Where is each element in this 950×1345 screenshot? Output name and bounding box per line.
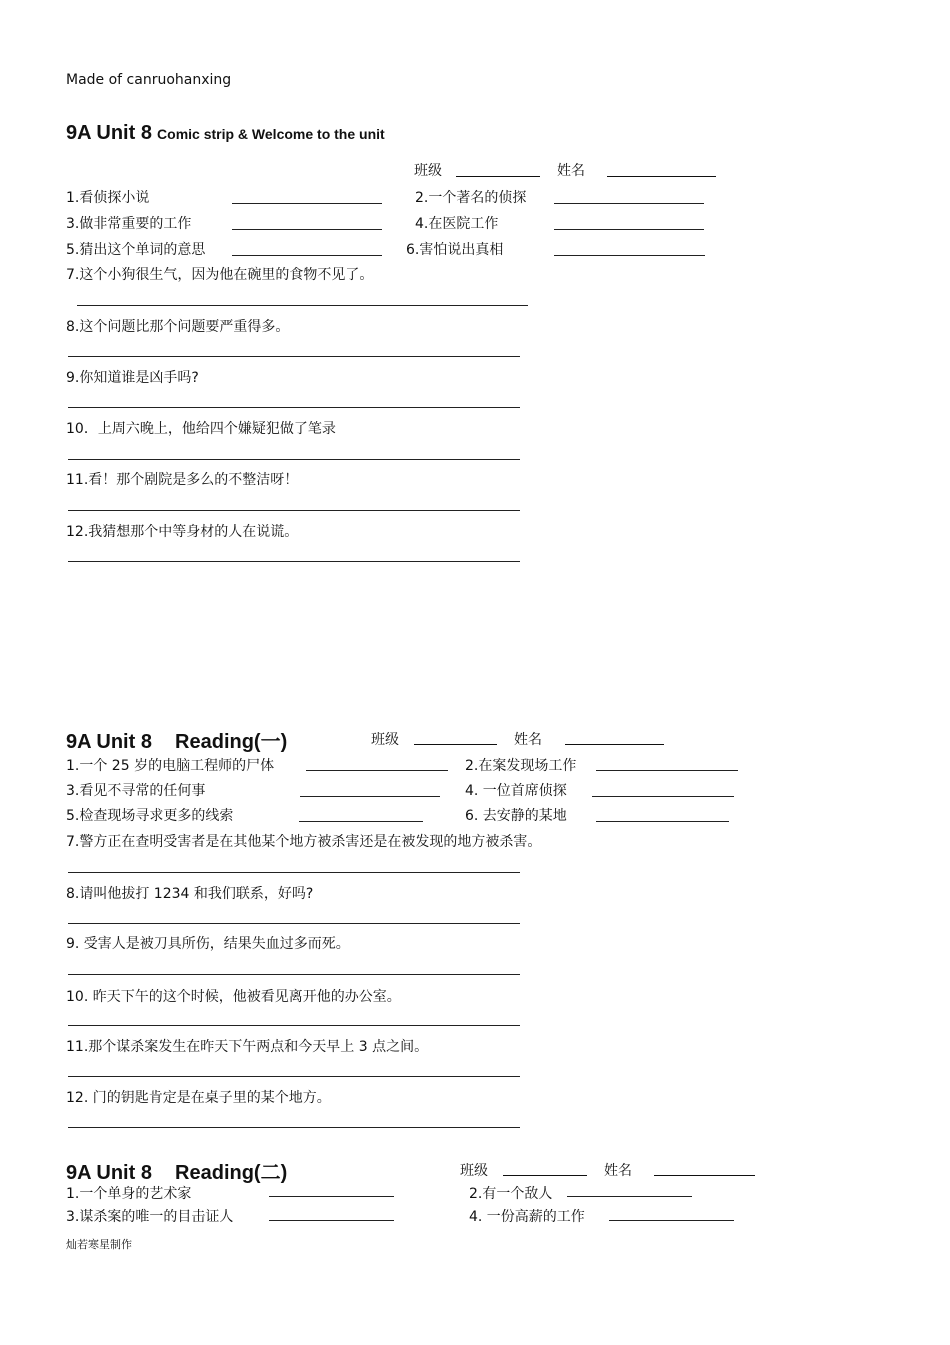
s2-sentence-10-answer-line[interactable] — [68, 1025, 520, 1026]
s1-item-3: 3.做非常重要的工作 — [66, 216, 192, 232]
s1-sentence-12: 12.我猜想那个中等身材的人在说谎。 — [66, 524, 299, 540]
section3-name-label: 姓名 — [604, 1163, 632, 1179]
s2-sentence-9: 9. 受害人是被刀具所伤，结果失血过多而死。 — [66, 936, 350, 952]
section3-title-main: 9A Unit 8 — [66, 1162, 152, 1184]
s1-item-6-blank[interactable] — [554, 255, 705, 256]
s2-sentence-12-answer-line[interactable] — [68, 1127, 520, 1128]
section3-class-label: 班级 — [460, 1163, 488, 1179]
section2-name-label: 姓名 — [514, 732, 542, 748]
s2-item-2: 2.在案发现场工作 — [465, 758, 577, 774]
s3-item-3: 3.谋杀案的唯一的目击证人 — [66, 1209, 234, 1225]
section2-name-blank[interactable] — [565, 744, 664, 745]
s1-sentence-9-answer-line[interactable] — [68, 407, 520, 408]
section1-class-label: 班级 — [414, 163, 442, 179]
s2-sentence-10: 10. 昨天下午的这个时候，他被看见离开他的办公室。 — [66, 989, 401, 1005]
s1-sentence-11-answer-line[interactable] — [68, 510, 520, 511]
section2-title-sub: Reading(一) — [175, 731, 288, 753]
s1-sentence-7-answer-line[interactable] — [77, 305, 528, 306]
s2-item-4-blank[interactable] — [592, 796, 734, 797]
s1-sentence-12-answer-line[interactable] — [68, 561, 520, 562]
section2-title-main: 9A Unit 8 — [66, 731, 152, 753]
s3-item-2-blank[interactable] — [567, 1196, 692, 1197]
s1-item-2: 2.一个著名的侦探 — [415, 190, 527, 206]
s3-item-2: 2.有一个敌人 — [469, 1186, 553, 1202]
section1-class-blank[interactable] — [456, 176, 540, 177]
s2-item-6-blank[interactable] — [596, 821, 729, 822]
s1-sentence-8: 8.这个问题比那个问题要严重得多。 — [66, 319, 290, 335]
s1-item-4: 4.在医院工作 — [415, 216, 499, 232]
s1-item-1-blank[interactable] — [232, 203, 382, 204]
section1-name-blank[interactable] — [607, 176, 716, 177]
s2-sentence-11: 11.那个谋杀案发生在昨天下午两点和今天早上 3 点之间。 — [66, 1039, 429, 1055]
header-note: Made of canruohanxing — [66, 72, 232, 88]
s2-item-5-blank[interactable] — [299, 821, 423, 822]
s2-sentence-11-answer-line[interactable] — [68, 1076, 520, 1077]
section2-class-blank[interactable] — [414, 744, 497, 745]
s1-item-1: 1.看侦探小说 — [66, 190, 150, 206]
s3-item-3-blank[interactable] — [269, 1220, 394, 1221]
s2-item-6: 6. 去安静的某地 — [465, 808, 567, 824]
s1-sentence-10: 10．上周六晚上，他给四个嫌疑犯做了笔录 — [66, 421, 336, 437]
section2-title — [66, 725, 287, 754]
section1-title-main: 9A Unit 8 — [66, 122, 152, 144]
s2-sentence-12: 12. 门的钥匙肯定是在桌子里的某个地方。 — [66, 1090, 331, 1106]
s1-sentence-8-answer-line[interactable] — [68, 356, 520, 357]
section3-title-sub: Reading(二) — [175, 1162, 288, 1184]
s2-sentence-9-answer-line[interactable] — [68, 974, 520, 975]
s1-sentence-9: 9.你知道谁是凶手吗? — [66, 370, 199, 386]
section1-title — [66, 122, 385, 145]
s1-item-2-blank[interactable] — [554, 203, 704, 204]
s3-item-4-blank[interactable] — [609, 1220, 734, 1221]
s1-sentence-7: 7.这个小狗很生气，因为他在碗里的食物不见了。 — [66, 267, 374, 283]
s1-item-6: 6.害怕说出真相 — [406, 242, 504, 258]
s1-item-3-blank[interactable] — [232, 229, 382, 230]
s3-item-1-blank[interactable] — [269, 1196, 394, 1197]
section1-name-label: 姓名 — [557, 163, 585, 179]
section3-name-blank[interactable] — [654, 1175, 755, 1176]
s2-item-5: 5.检查现场寻求更多的线索 — [66, 808, 234, 824]
s2-item-1: 1.一个 25 岁的电脑工程师的尸体 — [66, 758, 275, 774]
s2-item-3-blank[interactable] — [300, 796, 440, 797]
s3-item-4: 4. 一份高薪的工作 — [469, 1209, 585, 1225]
s2-item-2-blank[interactable] — [596, 770, 738, 771]
s2-item-4: 4. 一位首席侦探 — [465, 783, 567, 799]
footer-note: 灿若寒星制作 — [66, 1238, 132, 1251]
section3-title — [66, 1156, 287, 1185]
section2-class-label: 班级 — [371, 732, 399, 748]
s1-item-5: 5.猜出这个单词的意思 — [66, 242, 206, 258]
s1-sentence-10-answer-line[interactable] — [68, 459, 520, 460]
s2-item-1-blank[interactable] — [306, 770, 448, 771]
s3-item-1: 1.一个单身的艺术家 — [66, 1186, 192, 1202]
section3-class-blank[interactable] — [503, 1175, 587, 1176]
s2-sentence-7-answer-line[interactable] — [68, 872, 520, 873]
s2-item-3: 3.看见不寻常的任何事 — [66, 783, 206, 799]
s2-sentence-8-answer-line[interactable] — [68, 923, 520, 924]
s1-sentence-11: 11.看！那个剧院是多么的不整洁呀！ — [66, 472, 299, 488]
section1-title-sub: Comic strip & Welcome to the unit — [157, 126, 385, 142]
s2-sentence-7: 7.警方正在查明受害者是在其他某个地方被杀害还是在被发现的地方被杀害。 — [66, 834, 542, 850]
s1-item-4-blank[interactable] — [554, 229, 704, 230]
s1-item-5-blank[interactable] — [232, 255, 382, 256]
s2-sentence-8: 8.请叫他拔打 1234 和我们联系，好吗? — [66, 886, 314, 902]
